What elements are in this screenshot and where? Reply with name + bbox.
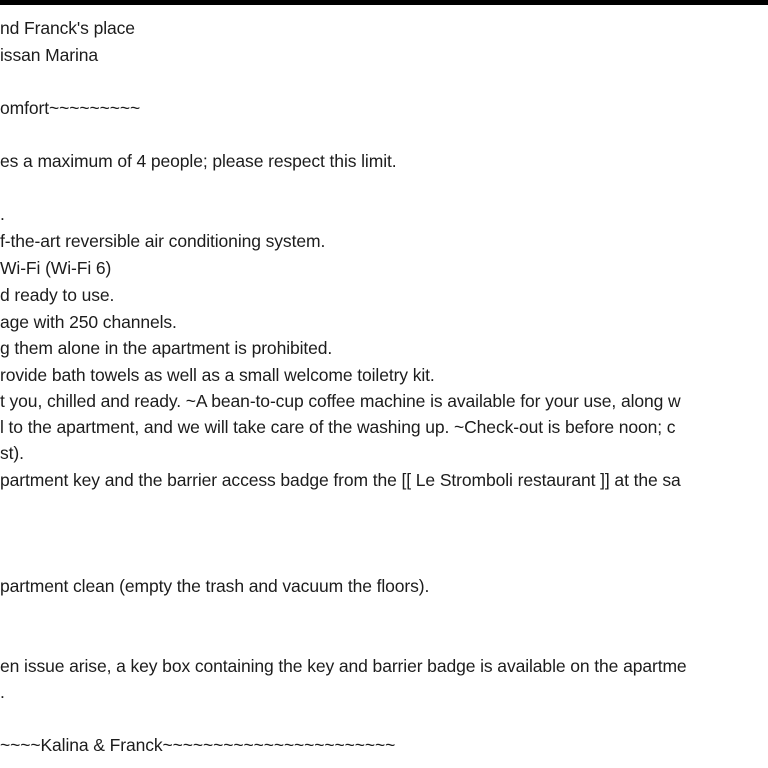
text-line: nd Franck's place: [0, 18, 135, 38]
text-line: Wi-Fi (Wi-Fi 6): [0, 258, 112, 278]
text-line: en issue arise, a key box containing the key and barrier badge is available on the apartme: [0, 656, 687, 676]
text-line: l to the apartment, and we will take care of the washing up. ~Check-out is before noon; c: [0, 417, 676, 437]
text-line: d ready to use.: [0, 285, 115, 305]
text-line: partment clean (empty the trash and vacuum the floors).: [0, 576, 430, 596]
text-line: st).: [0, 443, 24, 463]
text-line: g them alone in the apartment is prohibited.: [0, 338, 333, 358]
text-line: issan Marina: [0, 45, 99, 65]
text-line: es a maximum of 4 people; please respect this limit.: [0, 151, 397, 171]
text-line: partment key and the barrier access badge from the [[ Le Stromboli restaurant ]] at the sa: [0, 470, 681, 490]
text-line: ~~~~Kalina & Franck~~~~~~~~~~~~~~~~~~~~~~~: [0, 735, 396, 755]
text-line: f-the-art reversible air conditioning system.: [0, 231, 326, 251]
text-line: rovide bath towels as well as a small welcome toiletry kit.: [0, 365, 435, 385]
text-line: .: [0, 204, 5, 224]
text-line: age with 250 channels.: [0, 312, 177, 332]
text-line: t you, chilled and ready. ~A bean-to-cup coffee machine is available for your use, along w: [0, 391, 681, 411]
text-line: .: [0, 682, 5, 702]
text-line: omfort~~~~~~~~~: [0, 98, 141, 118]
